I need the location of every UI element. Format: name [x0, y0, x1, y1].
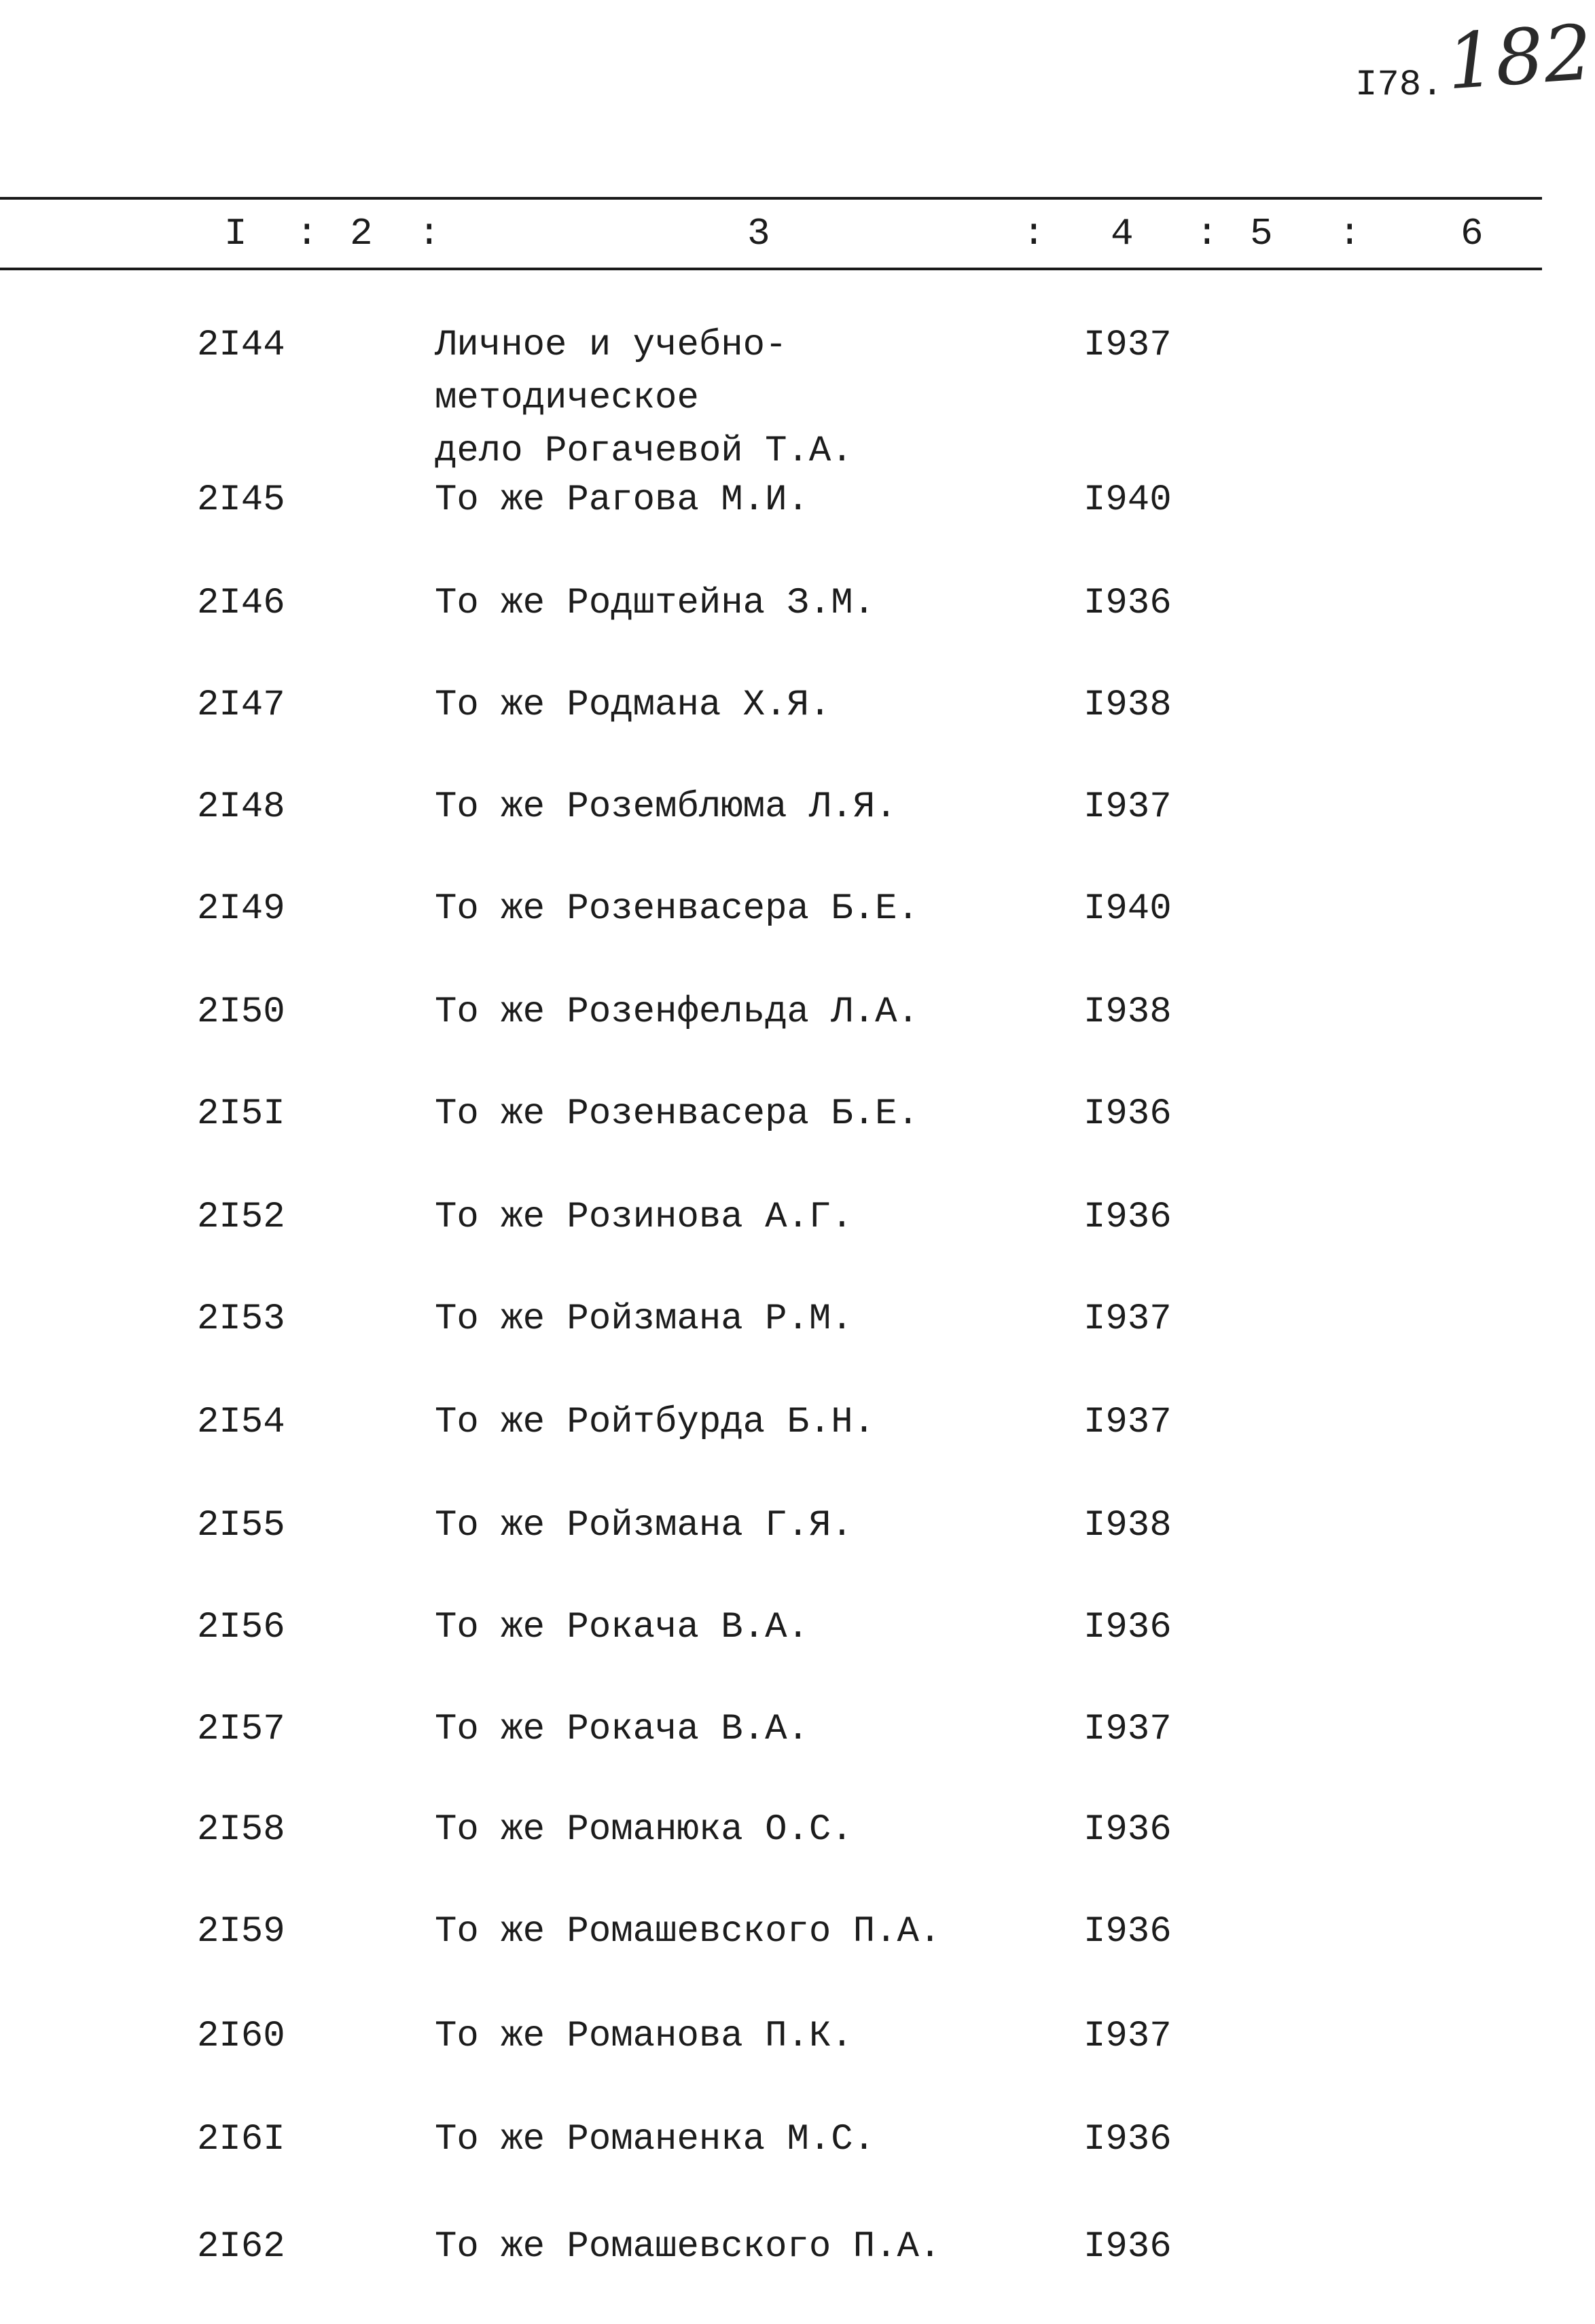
item-title-line: Личное и учебно-методическое [435, 325, 787, 419]
header-top-rule [0, 197, 1542, 200]
header-separator-1: : [295, 212, 319, 255]
item-number: 2I49 [197, 888, 285, 930]
item-year: I936 [1083, 1809, 1172, 1851]
item-title: То же Рокача В.А. [435, 1709, 809, 1750]
header-separator-2: : [418, 212, 441, 255]
item-year: I937 [1083, 786, 1172, 828]
header-separator-3: : [1022, 212, 1045, 255]
item-title: То же Роземблюма Л.Я. [435, 786, 897, 828]
item-title: То же Розенвасера Б.Е. [435, 888, 919, 930]
header-separator-4: : [1196, 212, 1219, 255]
item-year: I936 [1083, 1911, 1172, 1953]
item-number: 2I57 [197, 1709, 285, 1750]
item-number: 2I5I [197, 1093, 285, 1135]
typed-page-number: I78. [1355, 65, 1444, 106]
handwritten-page-number: 182 [1444, 8, 1595, 107]
item-title: То же Розинова А.Г. [435, 1197, 853, 1238]
item-number: 2I48 [197, 786, 285, 828]
item-title: То же Ромашевского П.А. [435, 2226, 942, 2268]
item-title: То же Ройзмана Р.М. [435, 1299, 853, 1340]
header-separator-5: : [1338, 212, 1361, 255]
item-title [435, 319, 1046, 478]
item-year: I936 [1083, 583, 1172, 624]
item-title: То же Родштейна З.М. [435, 583, 876, 624]
item-year: I937 [1083, 1299, 1172, 1340]
item-number: 2I52 [197, 1197, 285, 1238]
header-col-1: I [224, 212, 247, 255]
item-title: То же Розенфельда Л.А. [435, 992, 919, 1033]
column-header-row [0, 204, 1556, 265]
item-year: I940 [1083, 888, 1172, 930]
header-col-5: 5 [1250, 212, 1273, 255]
header-col-6: 6 [1460, 212, 1484, 255]
header-bottom-rule [0, 268, 1542, 270]
header-col-4: 4 [1111, 212, 1134, 255]
item-number: 2I6I [197, 2119, 285, 2160]
item-year: I936 [1083, 2119, 1172, 2160]
item-title: То же Романенка М.С. [435, 2119, 876, 2160]
item-year: I938 [1083, 1505, 1172, 1546]
item-year: I937 [1083, 2016, 1172, 2057]
item-title: То же Розенвасера Б.Е. [435, 1093, 919, 1135]
item-title: То же Рагова М.И. [435, 479, 809, 521]
item-number: 2I45 [197, 479, 285, 521]
item-year: I938 [1083, 685, 1172, 726]
item-year: I938 [1083, 992, 1172, 1033]
item-number: 2I46 [197, 583, 285, 624]
item-year: I937 [1083, 325, 1172, 366]
item-number: 2I58 [197, 1809, 285, 1851]
item-number: 2I60 [197, 2016, 285, 2057]
item-number: 2I53 [197, 1299, 285, 1340]
item-year: I937 [1083, 1709, 1172, 1750]
item-year: I936 [1083, 2226, 1172, 2268]
item-title: То же Ройтбурда Б.Н. [435, 1402, 876, 1443]
item-number: 2I56 [197, 1607, 285, 1648]
item-title: То же Рокача В.А. [435, 1607, 809, 1648]
item-number: 2I59 [197, 1911, 285, 1953]
item-number: 2I47 [197, 685, 285, 726]
header-col-3: 3 [747, 212, 770, 255]
item-number: 2I54 [197, 1402, 285, 1443]
item-title-line: дело Рогачевой Т.А. [435, 431, 853, 472]
item-year: I937 [1083, 1402, 1172, 1443]
item-year: I940 [1083, 479, 1172, 521]
item-number: 2I44 [197, 325, 285, 366]
item-title: То же Родмана Х.Я. [435, 685, 831, 726]
item-number: 2I55 [197, 1505, 285, 1546]
item-number: 2I62 [197, 2226, 285, 2268]
item-number: 2I50 [197, 992, 285, 1033]
header-col-2: 2 [350, 212, 373, 255]
item-year: I936 [1083, 1093, 1172, 1135]
item-title: То же Романюка О.С. [435, 1809, 853, 1851]
item-title: То же Романова П.К. [435, 2016, 853, 2057]
item-year: I936 [1083, 1197, 1172, 1238]
item-title: То же Ройзмана Г.Я. [435, 1505, 853, 1546]
item-title: То же Ромашевского П.А. [435, 1911, 942, 1953]
item-year: I936 [1083, 1607, 1172, 1648]
